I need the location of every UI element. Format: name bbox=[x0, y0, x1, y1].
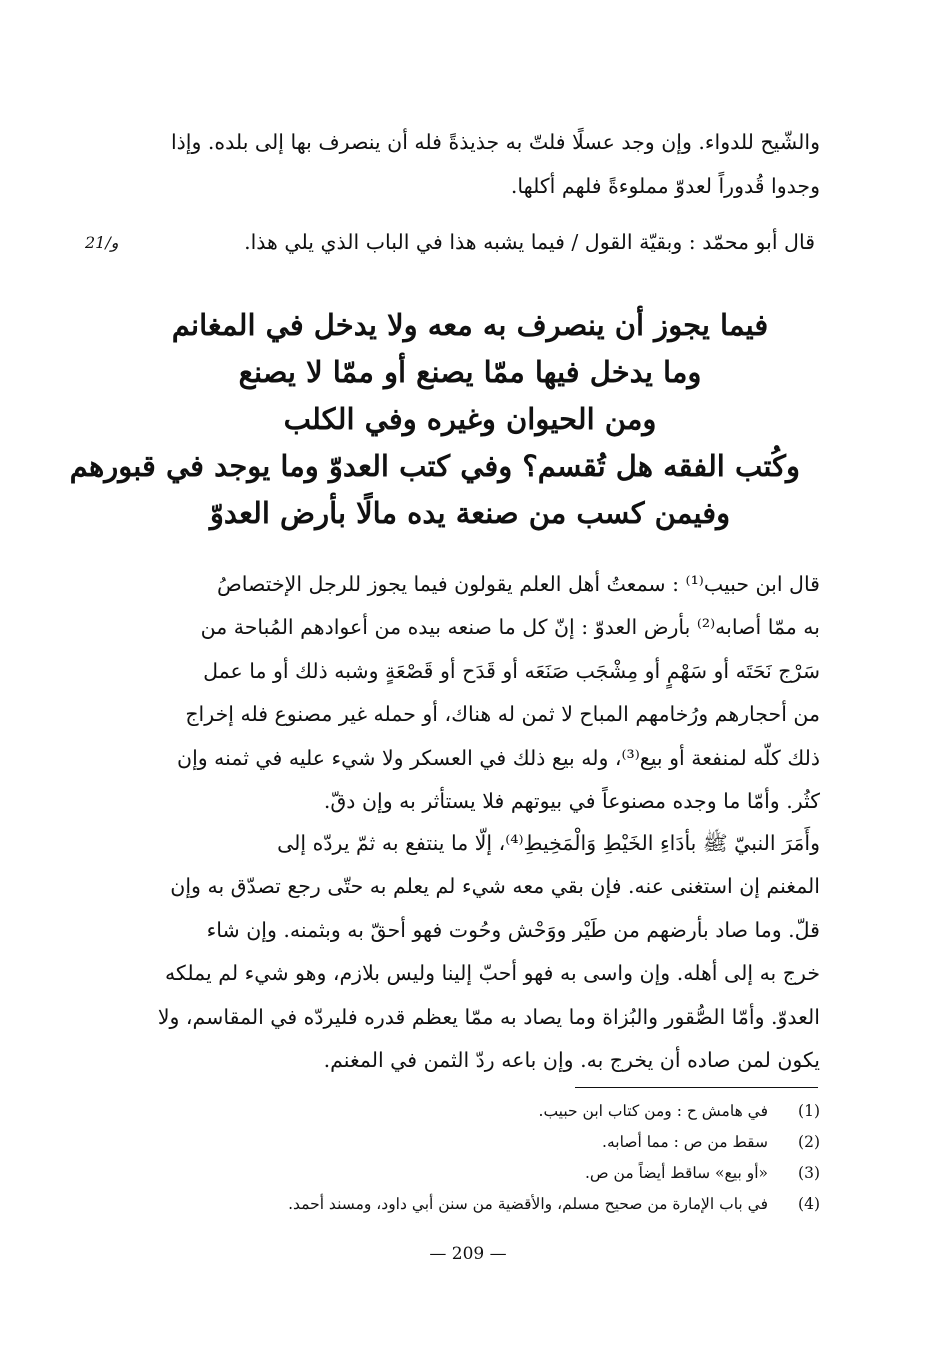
footnote-number: (4) bbox=[798, 1195, 820, 1213]
text-line: والشّيح للدواء. وإن وجد عسلًا فلتّ به جذيذةً فله أن ينصرف بها إلى بلده. وإذا bbox=[170, 130, 820, 154]
text-line: وجدوا قُدوراً لعدوّ مملوءةً فلهم أكلها. bbox=[510, 174, 820, 198]
text-line: كثُر. وأمّا ما وجده مصنوعاً في بيوتهم فلا يستأثر به وإن دقّ. bbox=[323, 789, 820, 814]
footnote-number: (1) bbox=[798, 1102, 820, 1120]
footnote-item bbox=[180, 1127, 820, 1158]
text-line: العدوّ. وأمّا الصُّقور والبُزاة وما يصاد به ممّا يعظم قدره فليردّه في المقاسم، ولا bbox=[157, 1004, 820, 1029]
text-line: خرج به إلى أهله. وإن واسى به فهو أحبّ إلينا وليس بلازم، وهو شيء لم يملكه bbox=[165, 961, 820, 986]
heading-line: وما يدخل فيها ممّا يصنع أو ممّا لا يصنع bbox=[238, 355, 702, 389]
footnote-item bbox=[180, 1189, 820, 1220]
heading-line: وكُتب الفقه هل تُقسم؟ وفي كتب العدوّ وما يوجد في قبورهم bbox=[69, 449, 800, 483]
footnote-text: في هامش ح : ومن كتاب ابن حبيب. bbox=[538, 1102, 768, 1120]
text-line: وأَمَرَ النبيّ ﷺ بأدَاءِ الخَيْطِ وَالْمَخِيطِ⁽⁴⁾، إلّا ما ينتفع به ثمّ يردّه إلى bbox=[277, 831, 820, 855]
footnote-text: في باب الإمارة من صحيح مسلم، والأقضية من سنن أبي داود، ومسند أحمد. bbox=[288, 1195, 768, 1213]
top-paragraph bbox=[135, 120, 820, 208]
chapter-heading bbox=[69, 302, 800, 537]
text-line: من أحجارهم ورُخامهم المباح لا ثمن له هناك، أو حمله غير مصنوع فله إخراج bbox=[185, 702, 820, 727]
text-line: قلّ. وما صاد بأرضهم من طَيْر ووَحْش وحُوت فهو أحقّ به وبثمنه. وإن شاء bbox=[206, 917, 820, 942]
footnote-number: (2) bbox=[798, 1133, 820, 1151]
text-line: قال ابن حبيب⁽¹⁾ : سمعتُ أهل العلم يقولون فيما يجوز للرجل الإختصاصُ bbox=[216, 572, 820, 596]
page-number: — 209 — bbox=[429, 1244, 507, 1264]
heading-line: وفيمن كسب من صنعة يده مالًا بأرض العدوّ bbox=[209, 496, 731, 530]
folio-marker: 21/و bbox=[85, 233, 119, 252]
footnote-divider bbox=[575, 1087, 818, 1088]
text-line: به ممّا أصابه⁽²⁾ بأرض العدوّ : إنّ كل ما صنعه بيده من أعوادهم المُباحة من bbox=[200, 615, 820, 640]
body-paragraph-2 bbox=[135, 822, 820, 1082]
heading-line: ومن الحيوان وغيره وفي الكلب bbox=[283, 402, 657, 436]
footnote-number: (3) bbox=[798, 1164, 820, 1182]
footnotes bbox=[180, 1096, 820, 1220]
text-line: المغنم إن استغنى عنه. فإن بقي معه شيء لم يعلم به حتّى رجع تصدّق به وإن bbox=[170, 874, 820, 899]
footnote-item bbox=[180, 1096, 820, 1127]
editor-note-line: قال أبو محمّد : وبقيّة القول / فيما يشبه هذا في الباب الذي يلي هذا. bbox=[244, 230, 815, 254]
footnote-text: «أو بيع» ساقط أيضاً من ص. bbox=[584, 1164, 768, 1182]
text-line: يكون لمن صاده أن يخرج به. وإن باعه ردّ الثمن في المغنم. bbox=[323, 1048, 820, 1073]
footnote-item bbox=[180, 1158, 820, 1189]
text-line: سَرْج نَحَتَه أو سَهْمٍ أو مِشْجَب صَنَعَه أو قَدَح أو قَصْعَةٍ وشبه ذلك أو ما عمل bbox=[203, 658, 820, 683]
heading-line: فيما يجوز أن ينصرف به معه ولا يدخل في المغانم bbox=[171, 308, 769, 342]
footnote-text: سقط من ص : مما أصابه. bbox=[602, 1133, 768, 1151]
text-line: ذلك كلّه لمنفعة أو بيع⁽³⁾، وله بيع ذلك في العسكر ولا شيء عليه في ثمنه وإن bbox=[177, 745, 820, 770]
body-paragraph-1 bbox=[135, 563, 820, 823]
